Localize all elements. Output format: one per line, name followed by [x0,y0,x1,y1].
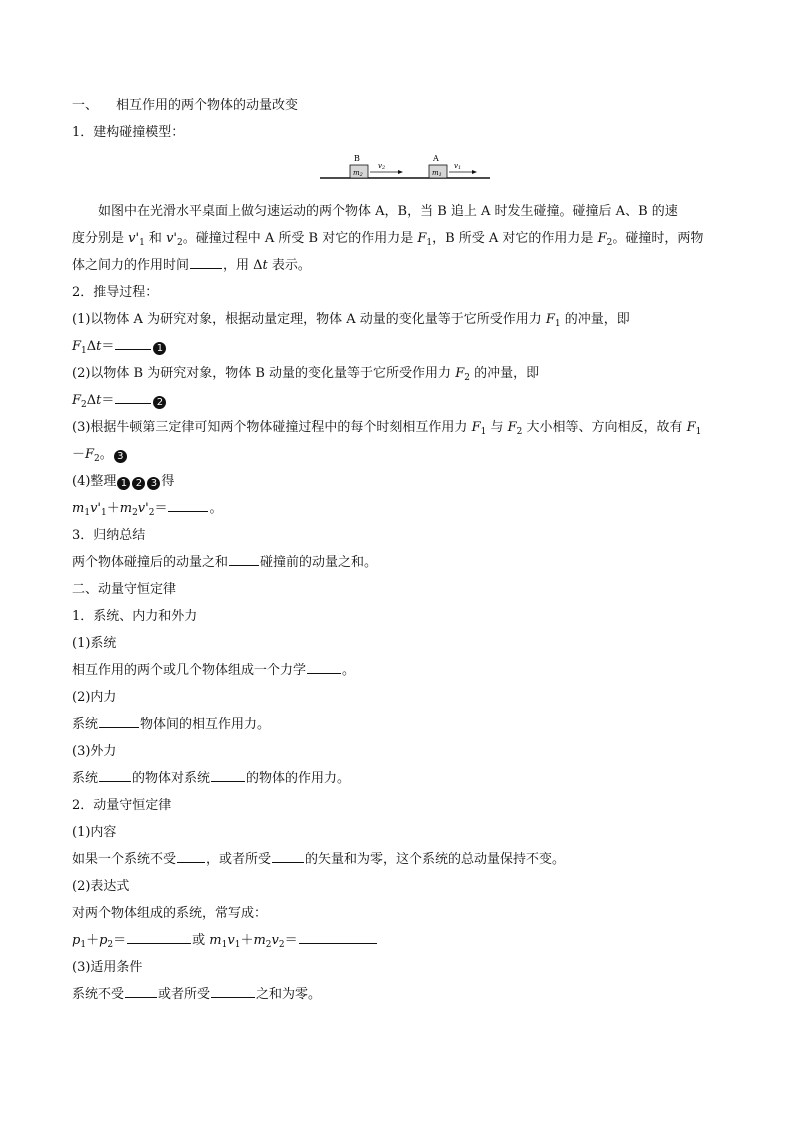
blank-expression-1[interactable] [127,928,191,944]
blank-eq1[interactable] [115,334,151,350]
step-3: (3)根据牛顿第三定律可知两个物体碰撞过程中的每个时刻相互作用力 $F_1$ 与 $F_2$ 大小相等、方向相反，故有 $F_1$ [72,420,702,437]
conditions: 系统不受 或者所受 之和为零。 [72,981,724,1008]
blank-content-1[interactable] [177,847,205,863]
blank-condition-2[interactable] [211,982,255,998]
section-1-3-heading: 3．归纳总结 [72,528,146,543]
blank-internal[interactable] [99,712,139,728]
equation-2: $F_2\Delta t= 2$ [72,387,724,414]
block-b-label: B [354,154,360,163]
summary: 两个物体碰撞后的动量之和 碰撞前的动量之和。 [72,549,724,576]
circled-number-1: 1 [117,477,130,490]
conditions-title: (3)适用条件 [72,960,143,975]
internal-force-title: (2)内力 [72,690,117,705]
expression-intro: 对两个物体组成的系统，常写成： [72,906,268,921]
paragraph-1-line-1: 如图中在光滑水平桌面上做匀速运动的两个物体 A，B，当 B 追上 A 时发生碰撞。碰撞后 A、B 的速 [98,204,678,219]
blank-external-2[interactable] [211,766,245,782]
law-content: 如果一个系统不受 ，或者所受 的矢量和为零，这个系统的总动量保持不变。 [72,846,724,873]
expression-formula: $p_1+p_2=$ 或 $m_1v_1+m_2v_2=$ [72,927,724,954]
paragraph-1-line-3: 体之间力的作用时间 ，用 Δt 表示。 [72,252,724,279]
blank-content-2[interactable] [272,847,304,863]
circled-number-1: 1 [153,342,166,355]
step-3-continued: $-F_2$。 3 [72,441,724,468]
arrowhead-a [472,170,477,174]
equation-1: $F_1\Delta t= 1$ [72,333,724,360]
collision-figure [72,146,724,198]
blank-expression-2[interactable] [299,928,377,944]
external-force-definition: 系统 的物体对系统 的物体的作用力。 [72,765,724,792]
step-2: (2)以物体 B 为研究对象，物体 B 动量的变化量等于它所受作用力 $F_2$ 的冲量，即 [72,366,540,383]
system-definition: 相互作用的两个或几个物体组成一个力学 。 [72,657,724,684]
block-a-label: A [433,154,439,163]
blank-eq2[interactable] [115,388,151,404]
section-2-1-heading: 1．系统、内力和外力 [72,609,198,624]
section-1-1-heading: 1．建构碰撞模型： [72,125,185,140]
circled-number-3: 3 [114,450,127,463]
external-force-title: (3)外力 [72,744,117,759]
law-content-title: (1)内容 [72,825,117,840]
blank-system[interactable] [307,658,341,674]
expression-title: (2)表达式 [72,879,130,894]
step-4: (4)整理 1 2 3 得 [72,474,175,489]
velocity-a-label: v1 [454,162,462,171]
arrowhead-b [398,170,403,174]
section-2-heading: 二、动量守恒定律 [72,582,177,597]
blank-eq4[interactable] [168,496,208,512]
section-2-2-heading: 2．动量守恒定律 [72,798,172,813]
block-b-mass: m2 [353,169,363,178]
document-content [72,92,724,1008]
step-1: (1)以物体 A 为研究对象，根据动量定理，物体 A 动量的变化量等于它所受作用力 $F_1$ 的冲量，即 [72,312,630,329]
blank-external-1[interactable] [99,766,131,782]
blank-condition-1[interactable] [125,982,157,998]
velocity-b-label: v2 [378,162,386,171]
circled-number-3: 3 [147,477,160,490]
section-1-heading: 一、 相互作用的两个物体的动量改变 [72,98,299,113]
blank-duration[interactable] [190,253,222,269]
system-title: (1)系统 [72,636,117,651]
internal-force-definition: 系统 物体间的相互作用力。 [72,711,724,738]
circled-number-2: 2 [153,396,166,409]
circled-number-2: 2 [132,477,145,490]
collision-diagram [320,148,490,184]
equation-4: $m_1v'_1+m_2v'_2=$ 。 [72,495,724,522]
block-a-mass: m1 [432,169,442,178]
paragraph-1-line-2: 度分别是 $v'_1$ 和 $v'_2$。碰撞过程中 A 所受 B 对它的作用力是 $F_1$，B 所受 A 对它的作用力是 $F_2$。碰撞时，两物 [72,231,704,248]
blank-summary[interactable] [229,550,259,566]
section-1-2-heading: 2．推导过程： [72,285,159,300]
